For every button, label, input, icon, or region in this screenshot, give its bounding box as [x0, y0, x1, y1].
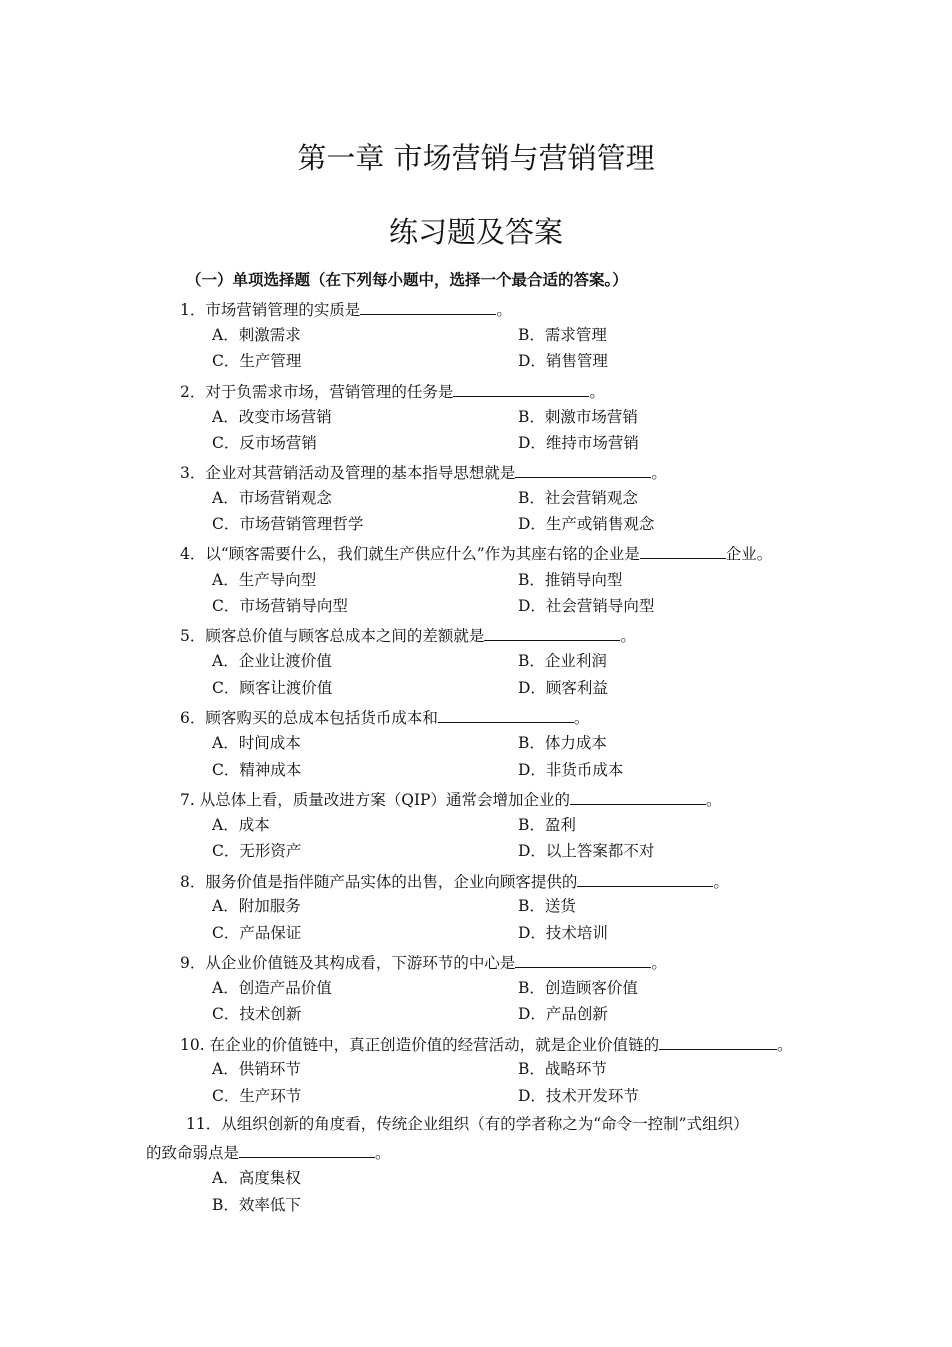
question-4: 4．以“顾客需要什么，我们就生产供应什么”作为其座右铭的企业是 企业。 [180, 542, 772, 564]
option-c: C．无形资产 [212, 842, 302, 860]
option-d: D．技术培训 [518, 924, 608, 942]
answer-blank [239, 1141, 375, 1158]
option-a: A．附加服务 [212, 897, 301, 915]
answer-blank [515, 461, 651, 478]
option-b: B．推销导向型 [518, 571, 623, 589]
question-5: 5．顾客总价值与顾客总成本之间的差额就是 。 [180, 624, 636, 646]
option-d: D．销售管理 [518, 352, 608, 370]
question-1: 1．市场营销管理的实质是 。 [180, 298, 512, 320]
option-b: B．战略环节 [518, 1060, 607, 1078]
answer-blank [570, 788, 706, 805]
question-10: 10. 在企业的价值链中，真正创造价值的经营活动，就是企业价值链的 。 [180, 1033, 793, 1055]
section-heading: （一）单项选择题（在下列每小题中，选择一个最合适的答案。） [186, 271, 628, 289]
option-b: B．企业利润 [518, 652, 607, 670]
answer-blank [438, 706, 574, 723]
option-a: A．市场营销观念 [212, 489, 332, 507]
answer-blank [515, 951, 651, 968]
option-d: D．产品创新 [518, 1005, 608, 1023]
question-11: 11．从组织创新的角度看，传统企业组织（有的学者称之为“命令一控制”式组织） [186, 1115, 749, 1133]
option-b: B．创造顾客价值 [518, 979, 638, 997]
option-d: D．技术开发环节 [518, 1087, 639, 1105]
option-a: A．企业让渡价值 [212, 652, 332, 670]
option-b: B．刺激市场营销 [518, 408, 638, 426]
option-d: D．以上答案都不对 [518, 842, 655, 860]
option-b: B．送货 [518, 897, 576, 915]
question-6: 6．顾客购买的总成本包括货币成本和 。 [180, 706, 589, 728]
option-b: B．社会营销观念 [518, 489, 638, 507]
option-d: D．社会营销导向型 [518, 597, 655, 615]
option-c: C．反市场营销 [212, 434, 317, 452]
option-a: A．创造产品价值 [212, 979, 332, 997]
chapter-title: 第一章 市场营销与营销管理 [297, 141, 655, 175]
answer-blank [484, 624, 620, 641]
option-c: C．精神成本 [212, 761, 302, 779]
question-11-continued: 的致命弱点是 。 [146, 1141, 391, 1163]
option-c: C．市场营销管理哲学 [212, 515, 364, 533]
option-d: D．生产或销售观念 [518, 515, 655, 533]
option-a: A．成本 [212, 816, 270, 834]
question-3: 3．企业对其营销活动及管理的基本指导思想就是 。 [180, 461, 667, 483]
option-b: B．盈利 [518, 816, 576, 834]
answer-blank [577, 870, 713, 887]
answer-blank [453, 380, 589, 397]
option-c: C．生产管理 [212, 352, 302, 370]
option-d: D．维持市场营销 [518, 434, 639, 452]
option-a: A．生产导向型 [212, 571, 317, 589]
option-c: C．产品保证 [212, 924, 302, 942]
question-8: 8．服务价值是指伴随产品实体的出售，企业向顾客提供的 。 [180, 870, 729, 892]
answer-blank [360, 298, 496, 315]
question-7: 7. 从总体上看，质量改进方案（QIP）通常会增加企业的 。 [180, 788, 722, 810]
option-b: B．需求管理 [518, 326, 607, 344]
option-b: B．体力成本 [518, 734, 607, 752]
answer-blank [640, 542, 726, 559]
question-2: 2．对于负需求市场，营销管理的任务是 。 [180, 380, 605, 402]
option-b: B．效率低下 [212, 1196, 301, 1214]
option-d: D．顾客利益 [518, 679, 608, 697]
option-a: A．时间成本 [212, 734, 301, 752]
option-c: C．市场营销导向型 [212, 597, 348, 615]
option-a: A．改变市场营销 [212, 408, 332, 426]
question-9: 9．从企业价值链及其构成看，下游环节的中心是 。 [180, 951, 667, 973]
subtitle: 练习题及答案 [388, 215, 563, 249]
option-c: C．顾客让渡价值 [212, 679, 333, 697]
option-a: A．刺激需求 [212, 326, 301, 344]
option-d: D．非货币成本 [518, 761, 624, 779]
option-c: C．技术创新 [212, 1005, 302, 1023]
answer-blank [659, 1033, 777, 1050]
option-a: A．供销环节 [212, 1060, 301, 1078]
option-c: C．生产环节 [212, 1087, 302, 1105]
option-a: A．高度集权 [212, 1169, 301, 1187]
